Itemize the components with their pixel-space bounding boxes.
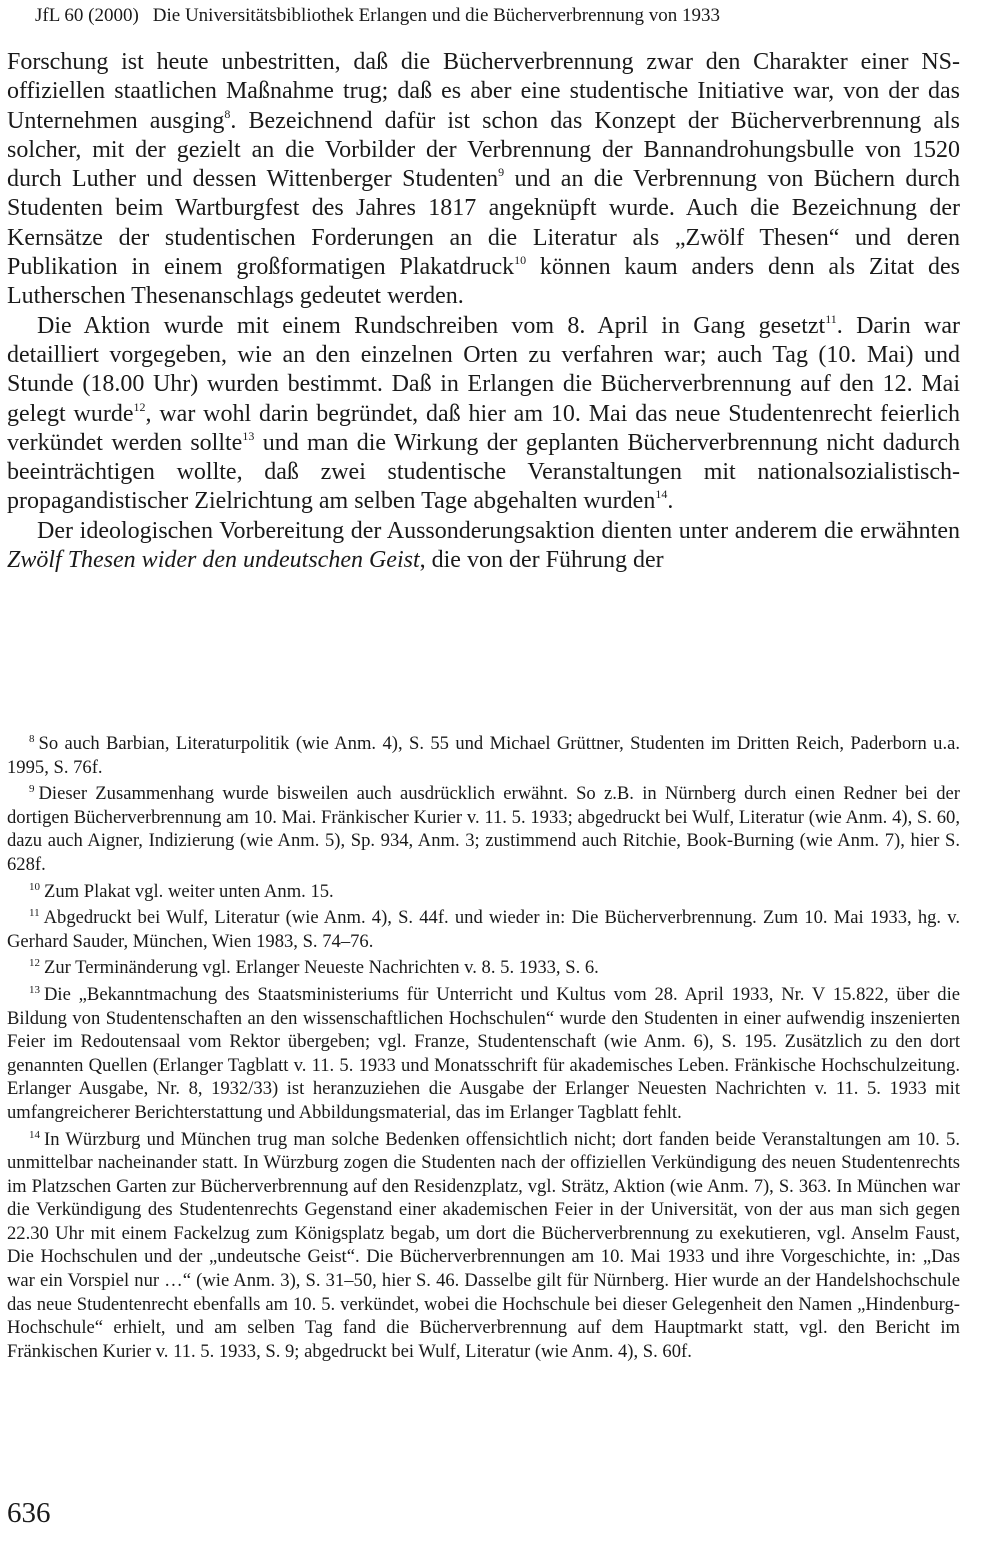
footnote-ref-14[interactable]: 14 (655, 487, 668, 502)
paragraph-2: Die Aktion wurde mit einem Rundschreiben vom 8. April in Gang gesetzt$^{11}$. Darin war detailliert vorgegeben, wie an den einzelnen Orten zu verfahren war; auch Tag (10. Mai) und Stunde (18.00 Uhr) wurden bestimmt. Daß in Erlangen die Bücherverbrennung auf den 12. Mai gelegt wurde$^{12}$, war wohl darin begründet, daß hier am 10. Mai das neue Studentenrecht feierlich verkündet werden sollte$^{13}$ und man die Wirkung der geplanten Bücherverbrennung nicht dadurch beeinträchtigen wollte, daß zwei studentische Veranstaltungen mit nationalsozialistisch-propagandistischer Zielrichtung am selben Tage abgehalten wurden$^{14}$. (7, 311, 961, 515)
footnote-11: $^{11}$ Abgedruckt bei Wulf, Literatur (wie Anm. 4), S. 44f. und wieder in: Die Bücherverbrennung. Zum 10. Mai 1933, hg. v. Gerhard Sauder, München, Wien 1983, S. 74–76. (7, 907, 960, 952)
footnote-12: $^{12}$ Zur Terminänderung vgl. Erlanger Neueste Nachrichten v. 8. 5. 1933, S. 6. (29, 957, 599, 979)
body-text (7, 48, 960, 575)
paragraph-1: Forschung ist heute unbestritten, daß die Bücherverbrennung zwar den Charakter einer NS-offiziellen staatlichen Maßnahme trug; daß es aber eine studentische Initiative war, von der das Unternehmen ausging$^8$. Bezeichnend dafür ist schon das Konzept der Bücherverbrennung als solcher, mit der gezielt an die Vorbilder der Verbrennung der Bannandrohungsbulle von 1520 durch Luther und dessen Wittenberger Studenten$^9$ und an die Verbrennung von Büchern durch Studenten beim Wartburgfest des Jahres 1817 angeknüpft wurde. Auch die Bezeichnung der Kernsätze der studentischen Forderungen an die Literatur als „Zwölf Thesen“ und deren Publikation in einem großformatigen Plakatdruck$^{10}$ können kaum anders denn als Zitat des Lutherschen Thesenanschlags gedeutet werden. (7, 49, 961, 310)
italic-title: Zwölf Thesen wider den undeutschen Geist (7, 547, 420, 574)
footnote-ref-13[interactable]: 13 (242, 428, 255, 443)
footnote-ref-8[interactable]: 8 (224, 106, 231, 121)
footnote-10: $^{10}$ Zum Plakat vgl. weiter unten Anm. 15. (29, 880, 334, 902)
footnote-ref-12[interactable]: 12 (133, 399, 146, 414)
footnote-13: $^{13}$ Die „Bekanntmachung des Staatsministeriums für Unterricht und Kultus vom 28. April 1933, Nr. V 15.822, über die Bildung von Studentenschaften an den wissenschaftlichen Hochschulen“ wurde den Studenten in einer aufwendig inszenierten Feier im Redoutensaal vom Rektor übergeben; vgl. Franze, Studentenschaft (wie Anm. 6), S. 195. Zusätzlich zu den dort genannten Quellen (Erlanger Tagblatt v. 11. 5. 1933 und Monatsschrift für akademisches Leben. Fränkische Hochschulzeitung. Erlanger Ausgabe, Nr. 8, 1932/33) ist heranzuziehen die Ausgabe der Erlanger Neuesten Nachrichten v. 11. 5. 1933 mit umfangreicherer Berichterstattung und Abbildungsmaterial, das im Erlanger Tagblatt fehlt. (7, 983, 960, 1123)
page-number: 636 (7, 1497, 51, 1529)
journal-citation: JfL 60 (2000) (35, 5, 139, 26)
footnote-8: $^8$ So auch Barbian, Literaturpolitik (wie Anm. 4), S. 55 und Michael Grüttner, Studenten im Dritten Reich, Paderborn u.a. 1995, S. 76f. (7, 733, 960, 778)
running-title: Die Universitätsbibliothek Erlangen und die Bücherverbrennung von 1933 (152, 5, 721, 26)
footnote-14: $^{14}$ In Würzburg und München trug man solche Bedenken offensichtlich nicht; dort fanden beide Veranstaltungen am 10. 5. unmittelbar nacheinander statt. In Würzburg zogen die Studenten nach der offiziellen Verkündigung des neuen Studentenrechts im Platzschen Garten zur Bücherverbrennung auf den Residenzplatz, vgl. Strätz, Aktion (wie Anm. 7), S. 363. In München war die Verkündigung des Studentenrechts Gegenstand einer akademischen Feier in der Universität, von der aus man sich gegen 22.30 Uhr mit einem Fackelzug zum Königsplatz begab, um dort die Bücherverbrennung zu exekutieren, vgl. Anselm Faust, Die Hochschulen und der „undeutsche Geist“. Die Bücherverbrennungen am 10. Mai 1933 und ihre Vorgeschichte, in: „Das war ein Vorspiel nur …“ (wie Anm. 3), S. 31–50, hier S. 46. Dasselbe gilt für Nürnberg. Hier wurde an der Handelshochschule das neue Studentenrecht ebenfalls am 10. 5. verkündet, wobei die Hochschule bei dieser Gelegenheit den Namen „Hindenburg-Hochschule“ erhielt, und am selben Tag fand die Bücherverbrennung auf dem Hauptmarkt statt, vgl. den Bericht im Fränkischen Kurier v. 11. 5. 1933, S. 9; abgedruckt bei Wulf, Literatur (wie Anm. 4), S. 60f. (7, 1128, 960, 1362)
footnote-ref-11[interactable]: 11 (825, 311, 837, 326)
paragraph-3: Der ideologischen Vorbereitung der Aussonderungsaktion dienten unter anderem die erwähnten Zwölf Thesen wider den undeutschen Geist, die von der Führung der (7, 517, 960, 574)
footnote-9: $^9$ Dieser Zusammenhang wurde bisweilen auch ausdrücklich erwähnt. So z.B. in Nürnberg durch einen Redner bei der dortigen Bücherverbrennung am 10. Mai. Fränkischer Kurier v. 11. 5. 1933; abgedruckt bei Wulf, Literatur (wie Anm. 4), S. 60, dazu auch Aigner, Indizierung (wie Anm. 5), Sp. 934, Anm. 3; zustimmend auch Ritchie, Book-Burning (wie Anm. 7), hier S. 628f. (7, 783, 960, 875)
footnote-ref-10[interactable]: 10 (514, 253, 527, 268)
footnote-ref-9[interactable]: 9 (498, 165, 505, 180)
footnotes (7, 732, 960, 1366)
running-head (35, 4, 975, 28)
